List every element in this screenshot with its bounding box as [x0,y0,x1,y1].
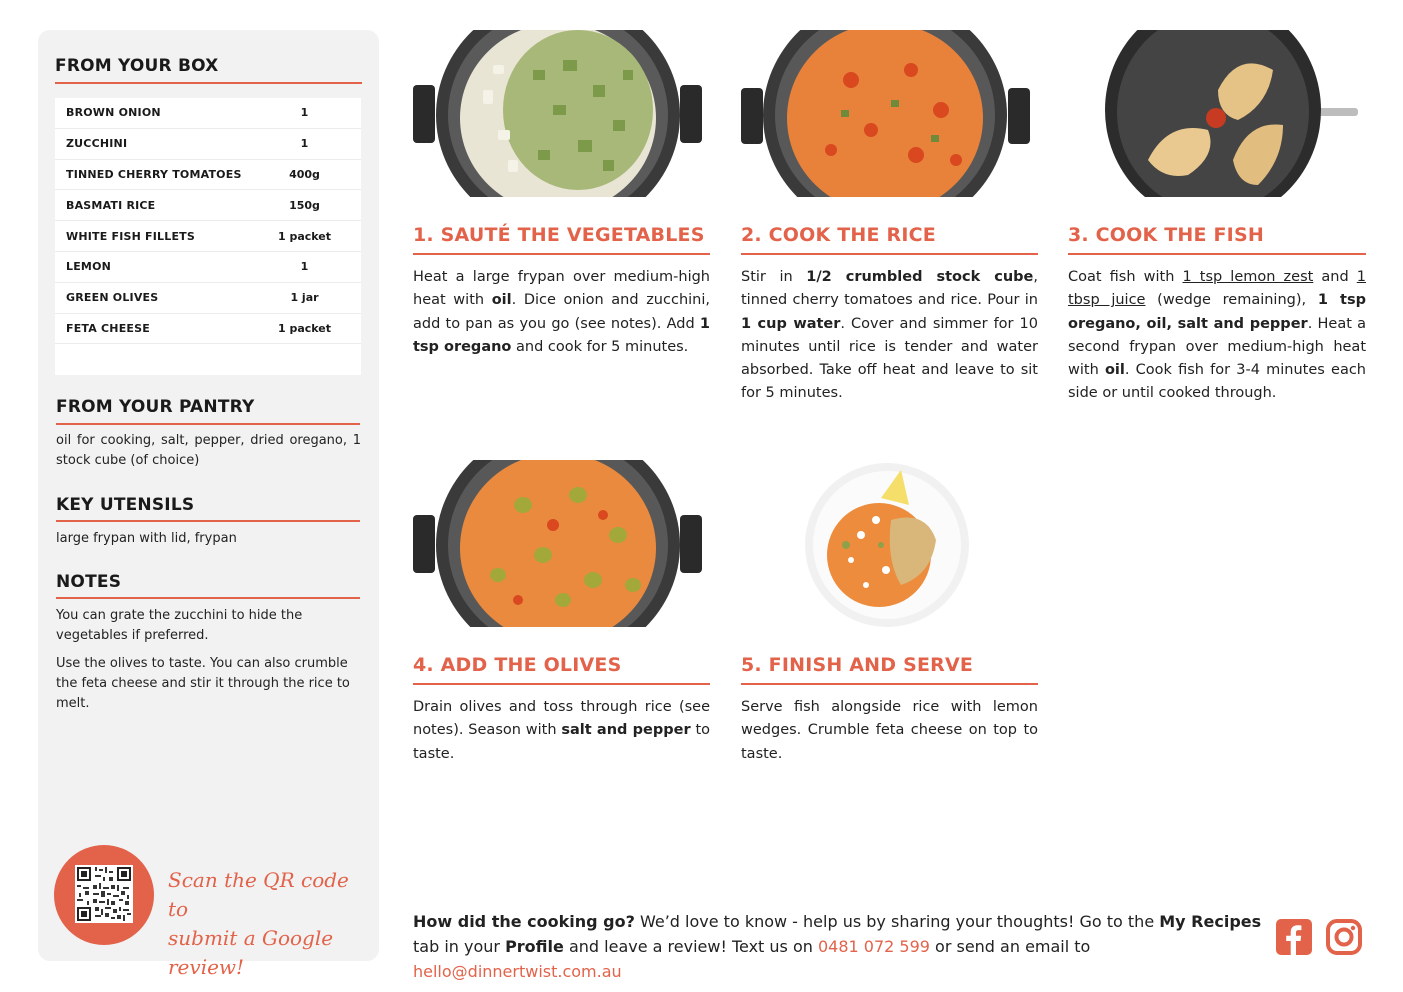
text-bold: salt and pepper [561,722,691,739]
step-1-title: 1. SAUTÉ THE VEGETABLES [413,224,705,246]
text-underline: 1 tbsp juice [1068,269,1366,309]
text: We’d love to know - help us by sharing your thoughts! Go to the [634,912,1160,931]
pantry-text: oil for cooking, salt, pepper, dried oregano, 1 stock cube (of choice) [56,433,361,468]
ingredient-qty: 150g [289,198,320,212]
divider [1068,253,1366,255]
text: Coat fish with [1068,269,1183,285]
ingredient-row [55,129,361,160]
step-2-body [741,266,1038,406]
note-1: You can grate the zucchini to hide the vegetables if preferred. [56,608,303,643]
utensils-text: large frypan with lid, frypan [56,531,237,546]
ingredient-row [55,160,361,191]
ingredient-name: ZUCCHINI [66,137,128,151]
step-2-title: 2. COOK THE RICE [741,224,936,246]
instagram-icon[interactable] [1325,918,1363,956]
ingredient-name: GREEN OLIVES [66,291,159,305]
text-bold: 1/2 crumbled stock cube [806,269,1034,285]
divider [56,597,360,599]
divider [413,683,710,685]
utensils-heading: KEY UTENSILS [56,495,195,515]
step-3-body [1068,266,1366,406]
text: Drain olives and toss through rice (see notes). Season with [413,699,710,739]
ingredient-name: BROWN ONION [66,106,161,120]
text-bold: oil [491,292,512,309]
text: . Dice onion and zucchini, add to pan as you go (see notes). Add [413,292,710,332]
qr-caption [168,866,368,982]
text-bold: My Recipes [1159,912,1262,931]
text: Heat a large frypan over medium-high heat with [413,269,710,309]
text: and leave a review! Text us on [563,937,818,956]
text: and [1313,269,1357,285]
step-3-title: 3. COOK THE FISH [1068,224,1264,246]
qr-code-graphic [75,865,133,923]
text-bold: 1 tsp oregano, oil, salt and pepper [1068,292,1366,332]
divider [413,253,710,255]
ingredient-name: TINNED CHERRY TOMATOES [66,167,242,181]
text-bold: oil [1104,362,1125,379]
step-5-body [741,696,1038,766]
pantry-heading: FROM YOUR PANTRY [56,397,255,417]
facebook-icon[interactable] [1275,918,1313,956]
phone-link[interactable]: 0481 072 599 [817,937,930,956]
ingredient-name: FETA CHEESE [66,321,150,335]
divider [741,683,1038,685]
ingredient-name: WHITE FISH FILLETS [66,229,196,243]
qr-badge[interactable] [54,845,154,945]
ingredient-row [55,314,361,345]
text: to taste. [413,722,710,762]
step-1-photo [413,30,702,197]
text: . Heat a second frypan over medium-high heat with [1068,315,1366,379]
ingredient-qty: 400g [289,167,320,181]
sidebar [38,30,379,979]
text-bold: 1 cup water [741,315,841,332]
text: . Cover and simmer for 10 minutes until rice is tender and water absorbed. Take off heat and leave to sit for 5 minutes. [741,315,1038,402]
ingredient-row [55,283,361,314]
ingredient-row [55,221,361,252]
divider [56,423,360,425]
text-bold: 1 tsp oregano [413,315,710,355]
ingredient-qty: 1 [300,260,309,274]
ingredient-qty: 1 packet [277,229,332,243]
step-2-photo [741,30,1030,197]
ingredient-row [55,252,361,283]
ingredient-qty: 1 [300,106,309,120]
text: or send an email to [929,937,1091,956]
text: . Cook fish for 3-4 minutes each side or until cooked through. [1068,362,1366,402]
text: Serve fish alongside rice with lemon wedges. Crumble feta cheese on top to taste. [741,699,1038,762]
text-bold: How did the cooking go? [413,912,635,931]
ingredient-row [55,98,361,129]
feedback-text [413,909,1263,984]
note-2: Use the olives to taste. You can also crumble the feta cheese and stir it through the rice to melt. [56,656,350,711]
text-underline: 1 tsp lemon zest [1182,269,1314,285]
text: (wedge remaining), [1145,292,1318,309]
text: Stir in [741,269,807,285]
ingredients-table [55,98,361,375]
text: and cook for 5 minutes. [511,338,689,355]
ingredient-name: BASMATI RICE [66,198,156,212]
box-heading: FROM YOUR BOX [55,56,219,76]
step-5-title: 5. FINISH AND SERVE [741,654,974,676]
notes-heading: NOTES [56,572,122,592]
email-link[interactable]: hello@dinnertwist.com.au [413,962,622,981]
ingredient-row [55,190,361,221]
text: , tinned cherry tomatoes and rice. Pour in [741,269,1038,309]
step-5-photo [741,460,1038,627]
step-4-body [413,696,710,766]
text-bold: Profile [505,937,564,956]
ingredient-name: LEMON [66,260,112,274]
step-4-title: 4. ADD THE OLIVES [413,654,622,676]
divider [741,253,1038,255]
ingredient-qty: 1 jar [290,291,319,305]
ingredient-qty: 1 packet [277,321,332,335]
ingredient-qty: 1 [300,137,309,151]
step-4-photo [413,460,702,627]
qr-code[interactable] [75,865,133,923]
divider [56,520,360,522]
divider [55,82,362,84]
qr-caption-line: Scan the QR code to [168,868,349,921]
step-3-photo [1068,30,1366,197]
step-1-body [413,266,710,359]
text: tab in your [413,937,506,956]
qr-caption-line: submit a Google review! [168,926,334,979]
